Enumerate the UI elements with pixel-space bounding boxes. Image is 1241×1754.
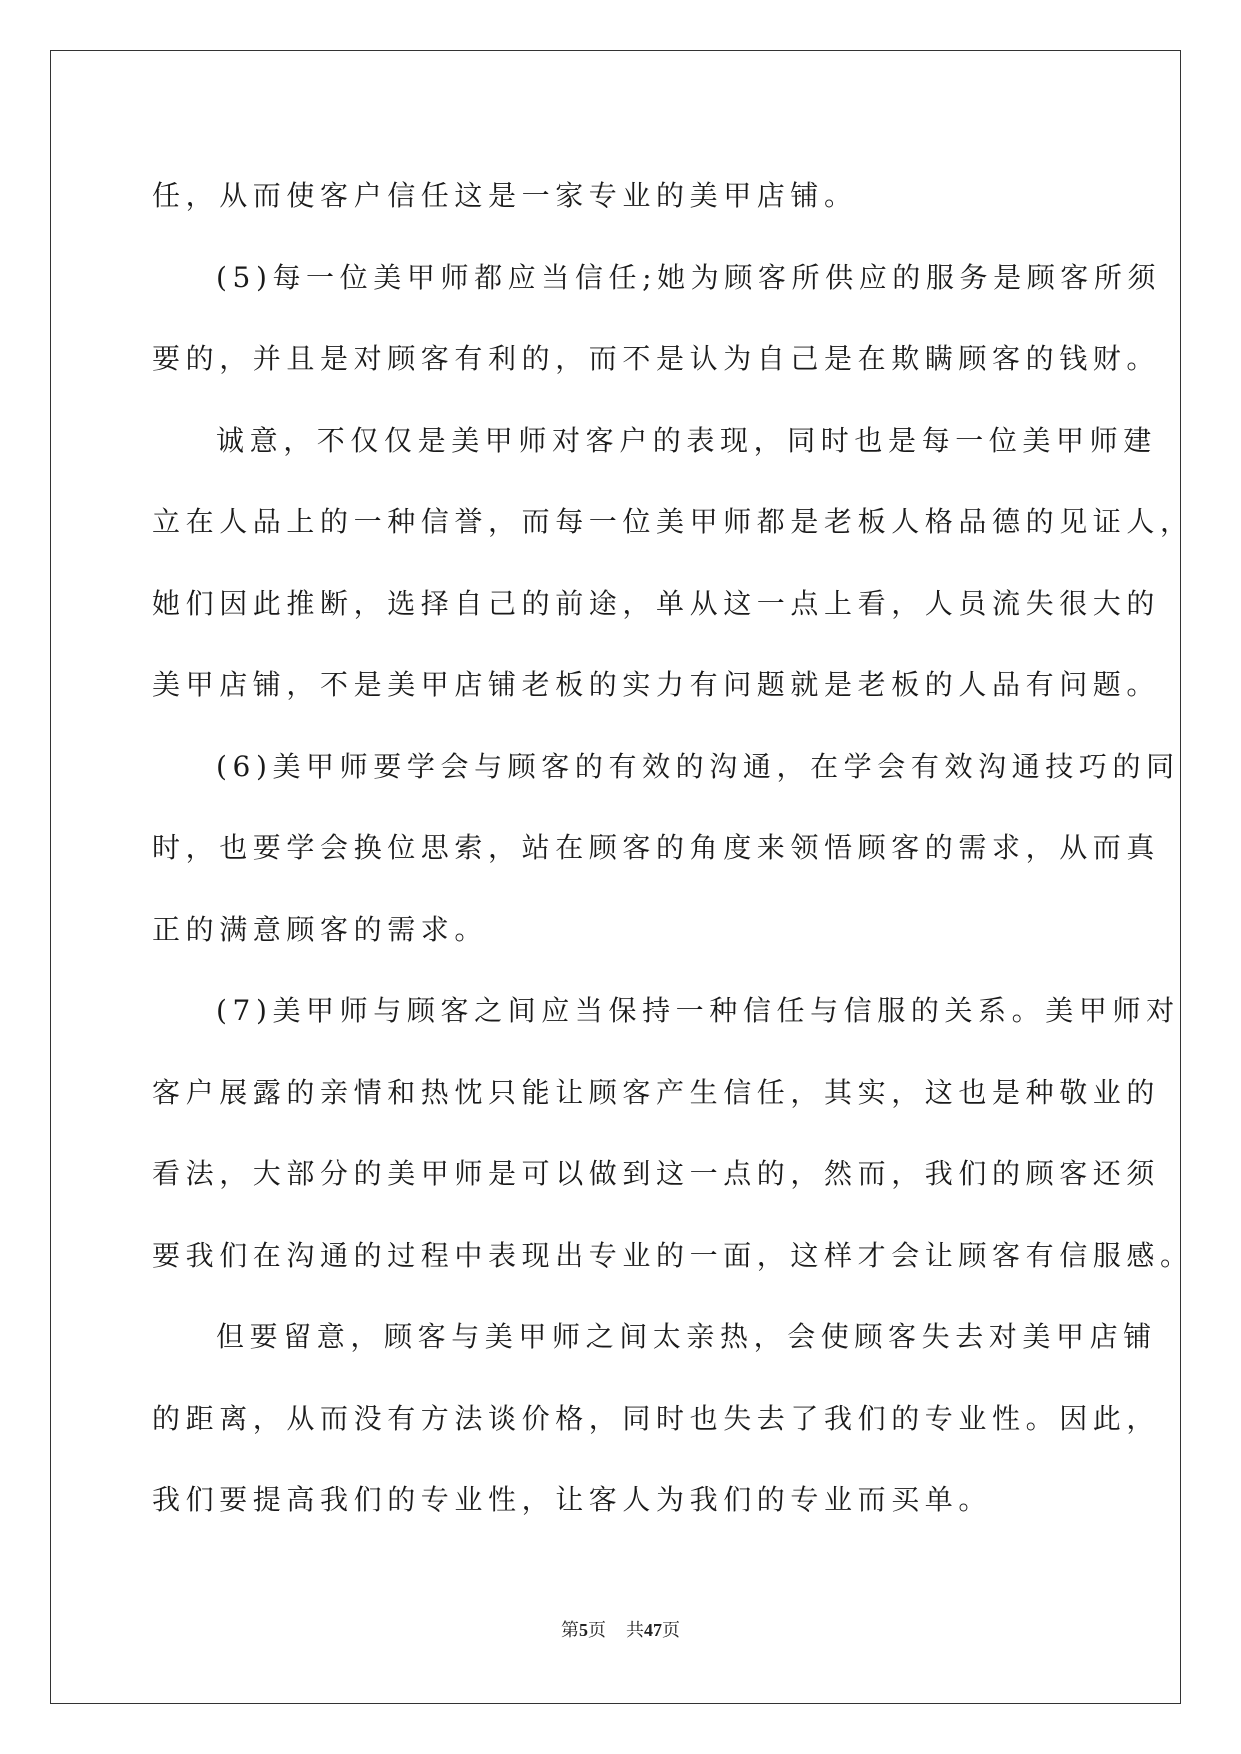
text-line: 要的，并且是对顾客有利的，而不是认为自己是在欺瞒顾客的钱财。	[152, 342, 1161, 375]
page-number-label: 第5页	[561, 1620, 606, 1640]
page-total: 47	[644, 1620, 662, 1640]
page-footer	[0, 1616, 1241, 1642]
text-line: 看法，大部分的美甲师是可以做到这一点的，然而，我们的顾客还须	[152, 1157, 1161, 1190]
text-line: 我们要提高我们的专业性，让客人为我们的专业而买单。	[152, 1483, 993, 1516]
text-line: 的距离，从而没有方法谈价格，同时也失去了我们的专业性。因此，	[152, 1401, 1161, 1435]
text-line: 任，从而使客户信任这是一家专业的美甲店铺。	[152, 179, 858, 212]
page-total-label: 共47页	[626, 1620, 680, 1640]
text-line: 诚意，不仅仅是美甲师对客户的表现，同时也是每一位美甲师建	[216, 423, 1157, 457]
text-line: 客户展露的亲情和热忱只能让顾客产生信任，其实，这也是种敬业的	[152, 1075, 1161, 1109]
text-line: 立在人品上的一种信誉，而每一位美甲师都是老板人格品德的见证人，	[152, 505, 1194, 538]
text-line: 美甲店铺，不是美甲店铺老板的实力有问题就是老板的人品有问题。	[152, 668, 1161, 701]
text-line: (6)美甲师要学会与顾客的有效的沟通，在学会有效沟通技巧的同	[216, 749, 1180, 783]
text-line: 时，也要学会换位思索，站在顾客的角度来领悟顾客的需求，从而真	[152, 831, 1161, 864]
text-line: 正的满意顾客的需求。	[152, 912, 489, 946]
text-line: 但要留意，顾客与美甲师之间太亲热，会使顾客失去对美甲店铺	[216, 1320, 1157, 1353]
page-current: 5	[579, 1620, 588, 1640]
text-line: (7)美甲师与顾客之间应当保持一种信任与信服的关系。美甲师对	[216, 994, 1180, 1027]
text-line: 要我们在沟通的过程中表现出专业的一面，这样才会让顾客有信服感。	[152, 1238, 1194, 1272]
document-body	[152, 155, 1194, 1541]
text-line: 她们因此推断，选择自己的前途，单从这一点上看，人员流失很大的	[152, 586, 1161, 620]
text-line: (5)每一位美甲师都应当信任;她为顾客所供应的服务是顾客所须	[216, 260, 1162, 294]
